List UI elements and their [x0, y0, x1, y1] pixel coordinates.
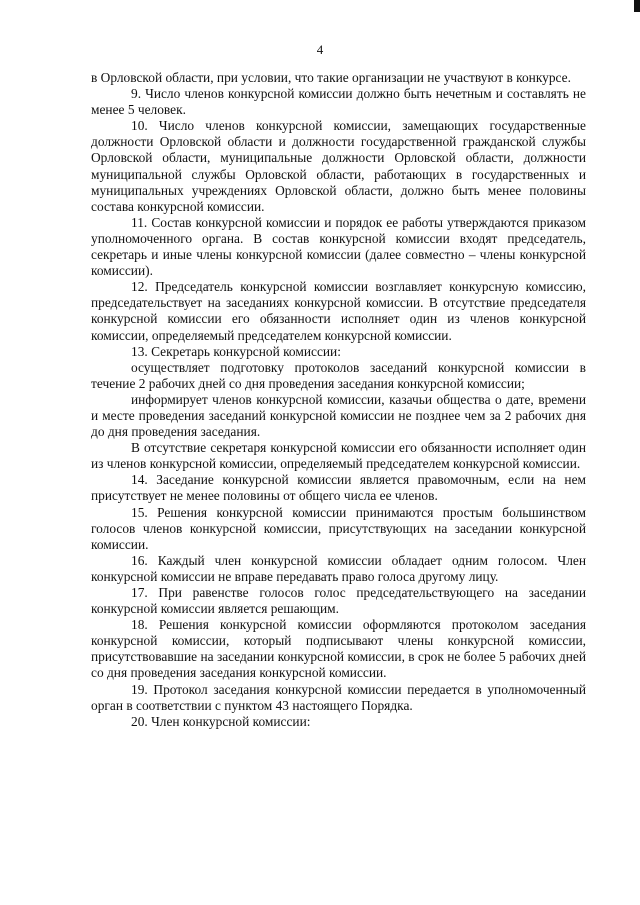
- paragraph-13-item-3: В отсутствие секретаря конкурсной комиссии его обязанности исполняет один из членов конкурсной комиссии, определяемый председателем конкурсной комиссии.: [91, 440, 586, 472]
- paragraph-17: 17. При равенстве голосов голос председательствующего на заседании конкурсной комиссии является решающим.: [91, 585, 586, 617]
- paragraph-19: 19. Протокол заседания конкурсной комиссии передается в уполномоченный орган в соответствии с пунктом 43 настоящего Порядка.: [91, 681, 586, 713]
- paragraph-9: 9. Число членов конкурсной комиссии должно быть нечетным и составлять не менее 5 человек.: [91, 86, 586, 118]
- paragraph-13: 13. Секретарь конкурсной комиссии:: [131, 343, 341, 359]
- paragraph-14: 14. Заседание конкурсной комиссии является правомочным, если на нем присутствует не менее половины от общего числа ее членов.: [91, 472, 586, 504]
- paragraph-13-item-1: осуществляет подготовку протоколов заседаний конкурсной комиссии в течение 2 рабочих дней со дня проведения заседания конкурсной комиссии;: [91, 359, 586, 391]
- paragraph-11: 11. Состав конкурсной комиссии и порядок ее работы утверждаются приказом уполномоченного органа. В состав конкурсной комиссии входят председатель, секретарь и иные члены конкурсной комиссии (далее совместно – члены конкурсной комиссии).: [91, 214, 586, 279]
- scan-edge-mark: [634, 0, 640, 12]
- paragraph-16: 16. Каждый член конкурсной комиссии обладает одним голосом. Член конкурсной комиссии не вправе передавать право голоса другому лицу.: [91, 552, 586, 584]
- document-body: [91, 70, 586, 730]
- paragraph-10: 10. Число членов конкурсной комиссии, замещающих государственные должности Орловской области и должности государственной гражданской службы Орловской области, муниципальные должности Орловской области, должности муниципальной службы Орловской области, работающих в государственных и муниципальных учреждениях Орловской области, должно быть менее половины состава конкурсной комиссии.: [91, 118, 586, 214]
- paragraph-18: 18. Решения конкурсной комиссии оформляются протоколом заседания конкурсной комиссии, который подписывают члены конкурсной комиссии, присутствовавшие на заседании конкурсной комиссии, в срок не более 5 рабочих дней со дня проведения заседания конкурсной комиссии.: [91, 617, 586, 681]
- paragraph-13-item-2: информирует членов конкурсной комиссии, казачьи общества о дате, времени и месте проведения заседаний конкурсной комиссии не позднее чем за 2 рабочих дня до дня проведения заседания.: [91, 391, 586, 440]
- paragraph-continuation: в Орловской области, при условии, что такие организации не участвуют в конкурсе.: [91, 70, 571, 85]
- page-number: 4: [316, 42, 324, 57]
- paragraph-12: 12. Председатель конкурсной комиссии возглавляет конкурсную комиссию, председательствует на заседаниях конкурсной комиссии. В отсутствие председателя конкурсной комиссии его обязанности исполняет один из членов конкурсной комиссии, определяемый председателем конкурсной комиссии.: [91, 279, 586, 343]
- paragraph-20: 20. Член конкурсной комиссии:: [131, 713, 311, 729]
- paragraph-15: 15. Решения конкурсной комиссии принимаются простым большинством голосов членов конкурсной комиссии, присутствующих на заседании конкурсной комиссии.: [91, 504, 586, 552]
